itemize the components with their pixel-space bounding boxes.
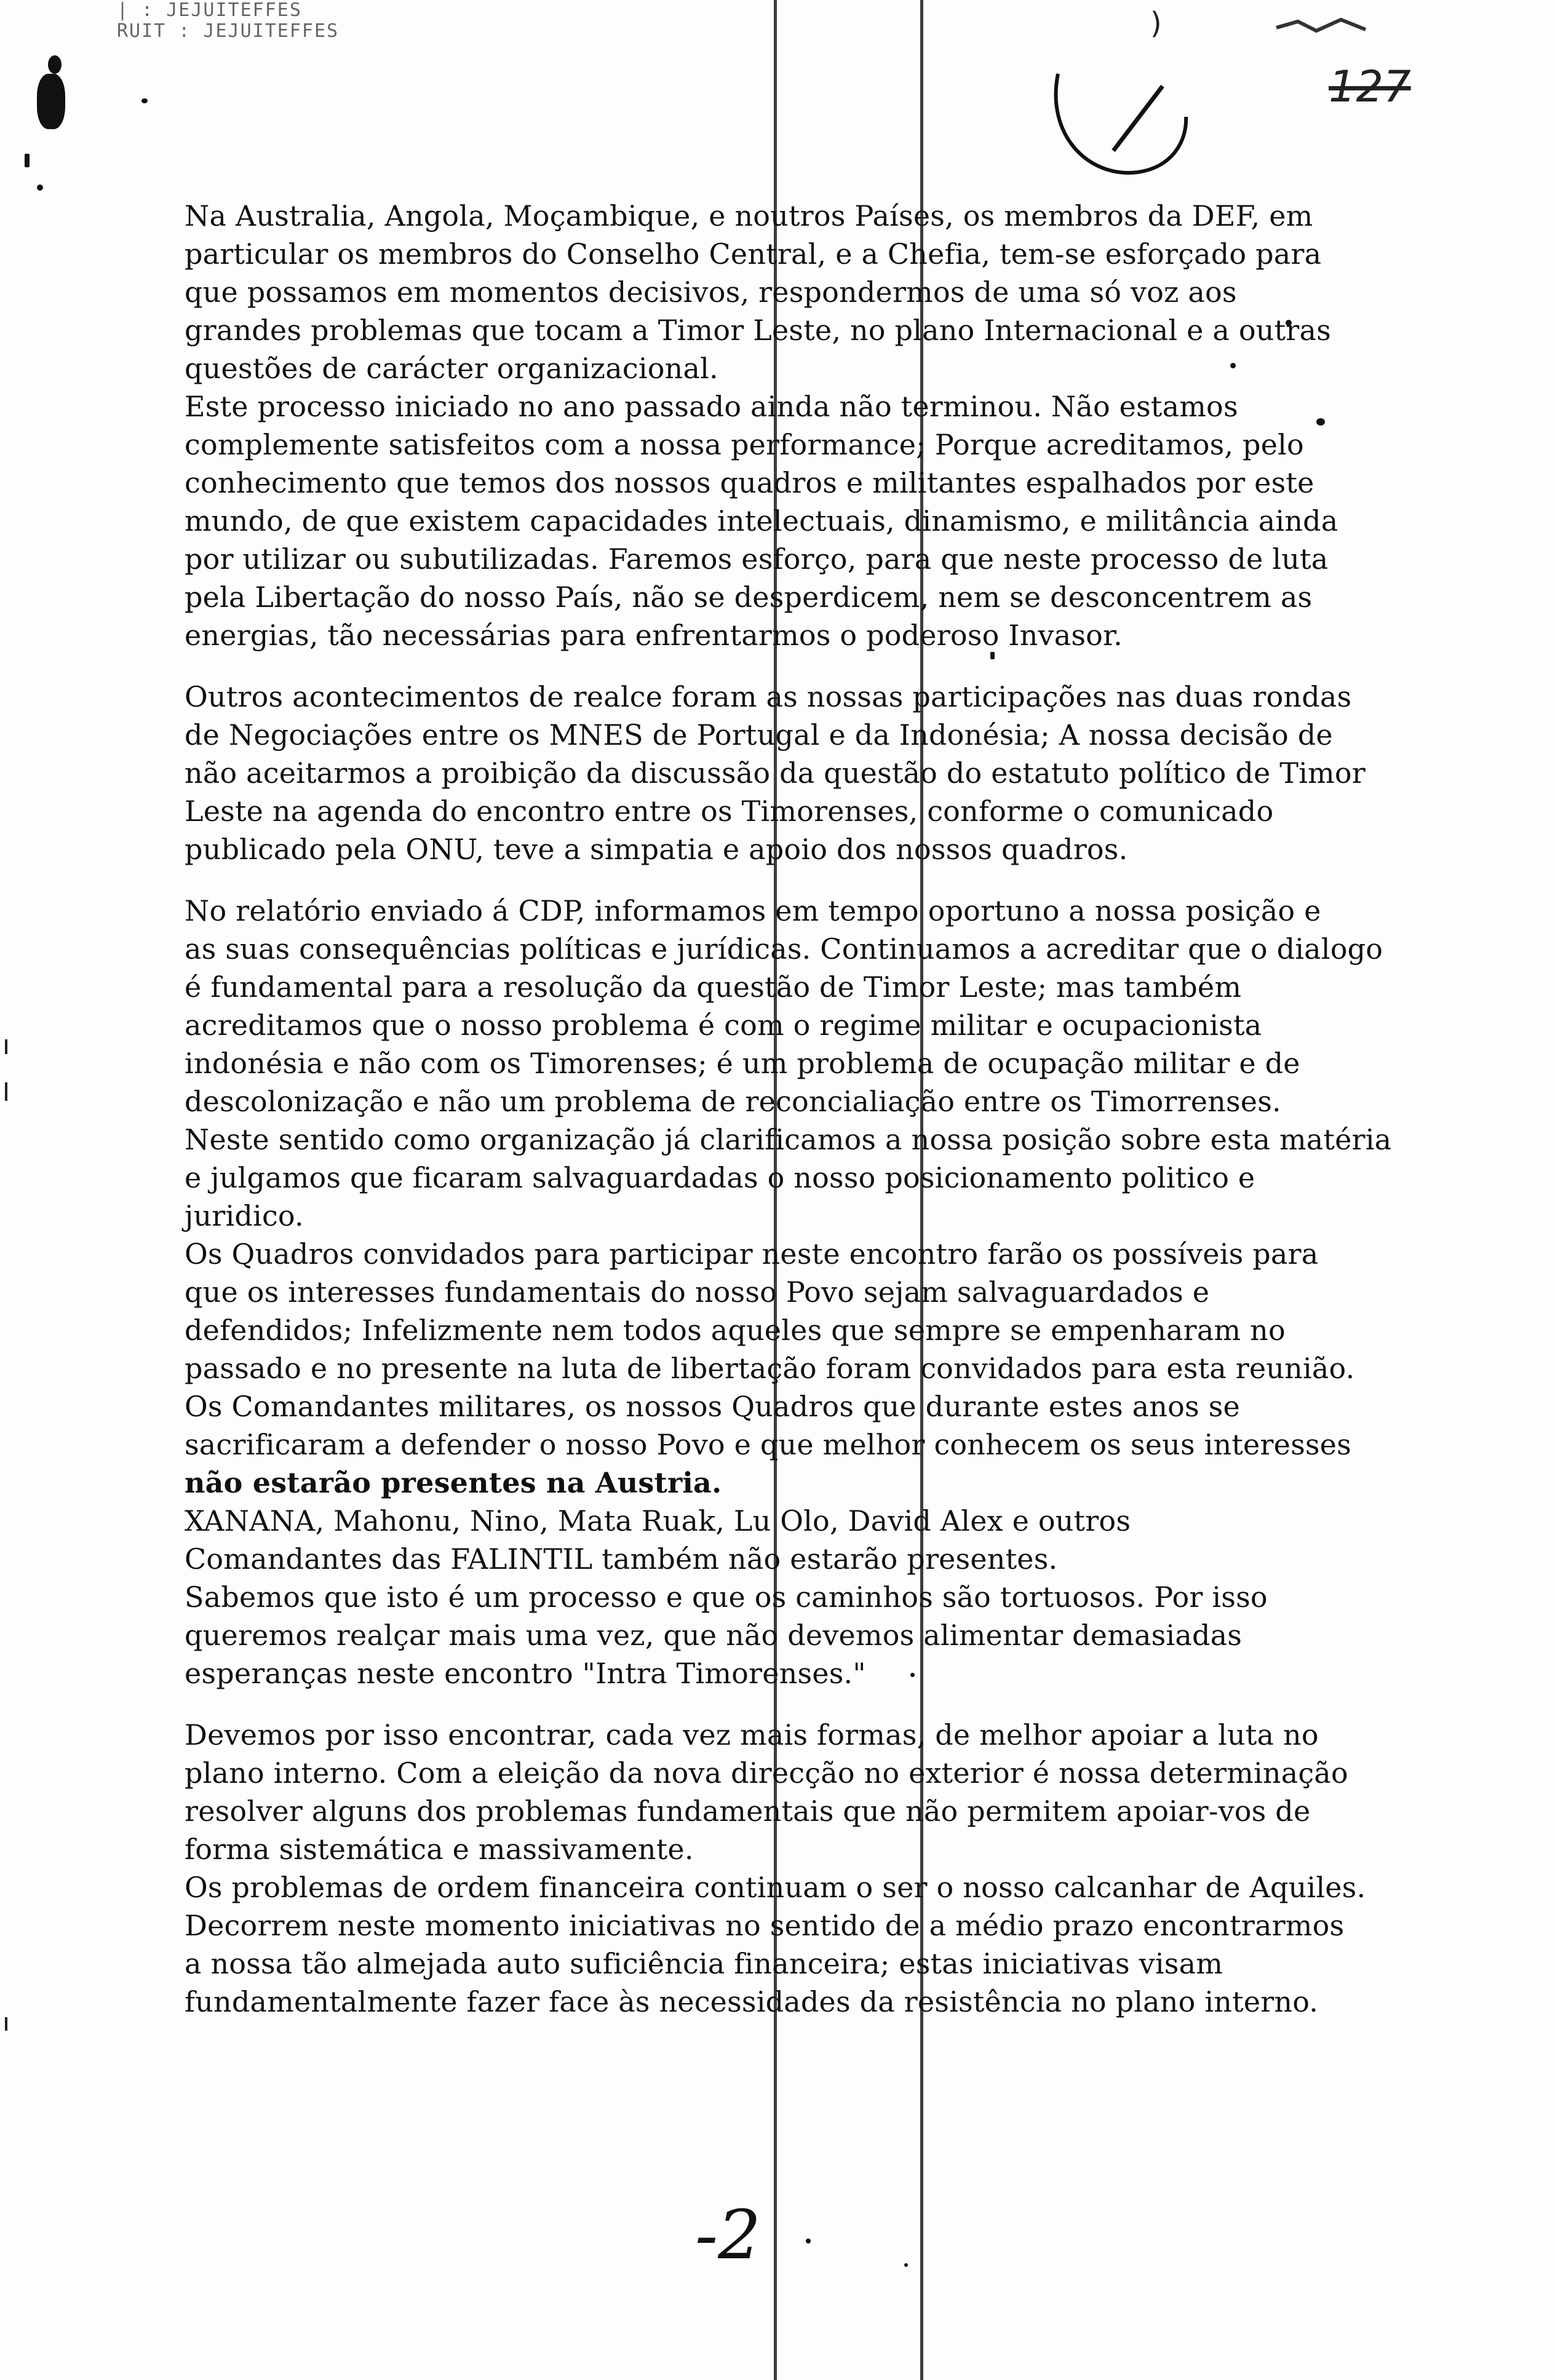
text-line: energias, tão necessárias para enfrentarmos o poderoso Invasor.: [185, 619, 1123, 652]
text-line: fundamentalmente fazer face às necessidades da resistência no plano interno.: [185, 1985, 1319, 2018]
text-line: publicado pela ONU, teve a simpatia e apoio dos nossos quadros.: [185, 833, 1128, 866]
text-line: Leste na agenda do encontro entre os Timorenses, conforme o comunicado: [185, 795, 1274, 828]
paren-mark: ): [1150, 6, 1162, 41]
text-line: descolonização e não um problema de reconcialiação entre os Timorrenses.: [185, 1085, 1281, 1118]
scan-speck: [904, 2263, 908, 2267]
header-scribble-mark: [1273, 12, 1372, 43]
text-line: Comandantes das FALINTIL também não estarão presentes.: [185, 1542, 1058, 1576]
text-line: esperanças neste encontro "Intra Timorenses.": [185, 1657, 866, 1690]
text-line: Neste sentido como organização já clarificamos a nossa posição sobre esta matéria: [185, 1123, 1392, 1156]
text-line: de Negociações entre os MNES de Portugal e da Indonésia; A nossa decisão de: [185, 718, 1333, 752]
text-line: queremos realçar mais uma vez, que não devemos alimentar demasiadas: [185, 1619, 1243, 1652]
text-line: Os problemas de ordem financeira continuam o ser o nosso calcanhar de Aquiles.: [185, 1871, 1366, 1904]
text-line: conhecimento que temos dos nossos quadros e militantes espalhados por este: [185, 466, 1314, 499]
paragraph-gap: [185, 868, 1353, 892]
text-line: juridico.: [185, 1199, 304, 1232]
paragraph-gap: [185, 654, 1353, 678]
text-line: não aceitarmos a proibição da discussão da questão do estatuto político de Timor: [185, 756, 1366, 790]
text-line: grandes problemas que tocam a Timor Leste, no plano Internacional e a outras: [185, 314, 1331, 347]
text-line: que possamos em momentos decisivos, respondermos de uma só voz aos: [185, 276, 1237, 309]
fax-header-line-2: RUIT : JEJUITEFFES: [117, 20, 340, 42]
text-line: acreditamos que o nosso problema é com o regime militar e ocupacionista: [185, 1009, 1262, 1042]
scan-speck: [141, 98, 148, 103]
margin-tick: [5, 1039, 7, 1054]
page-number: -2: [695, 2196, 762, 2274]
text-line: que os interesses fundamentais do nosso Povo sejam salvaguardados e: [185, 1275, 1210, 1309]
text-line: particular os membros do Conselho Central, e a Chefia, tem-se esforçado para: [185, 237, 1322, 271]
text-line: mundo, de que existem capacidades intelectuais, dinamismo, e militância ainda: [185, 504, 1338, 537]
letter-body: [185, 197, 1392, 2021]
text-line: Os Comandantes militares, os nossos Quadros que durante estes anos se: [185, 1390, 1240, 1423]
text-line: pela Libertação do nosso País, não se desperdicem, nem se desconcentrem as: [185, 581, 1313, 614]
text-line: Devemos por isso encontrar, cada vez mais formas, de melhor apoiar a luta no: [185, 1718, 1319, 1751]
fax-header: [117, 0, 339, 42]
text-line: questões de carácter organizacional.: [185, 352, 718, 385]
text-line: plano interno. Com a eleição da nova direcção no exterior é nossa determinação: [185, 1756, 1348, 1790]
paragraph-2: [185, 678, 1366, 868]
scan-blot: [37, 74, 65, 129]
text-line: forma sistemática e massivamente.: [185, 1833, 694, 1866]
text-line: complemente satisfeitos com a nossa performance; Porque acreditamos, pelo: [185, 428, 1304, 461]
text-line: Sabemos que isto é um processo e que os caminhos são tortuosos. Por isso: [185, 1581, 1268, 1614]
text-line: as suas consequências políticas e jurídicas. Continuamos a acreditar que o dialogo: [185, 932, 1383, 966]
text-line: Os Quadros convidados para participar neste encontro farão os possíveis para: [185, 1237, 1319, 1271]
margin-tick: [5, 2017, 7, 2031]
text-line: a nossa tão almejada auto suficiência financeira; estas iniciativas visam: [185, 1947, 1223, 1980]
text-line: defendidos; Infelizmente nem todos aqueles que sempre se empenharam no: [185, 1314, 1286, 1347]
page-reference-number: 127: [1329, 61, 1411, 112]
scan-speck: [25, 154, 30, 167]
text-line: sacrificaram a defender o nosso Povo e que melhor conhecem os seus interesses: [185, 1428, 1351, 1461]
paragraph-4: [185, 1716, 1366, 2021]
paragraph-gap: [185, 1692, 1353, 1716]
text-line: resolver alguns dos problemas fundamentais que não permitem apoiar-vos de: [185, 1795, 1311, 1828]
text-line: No relatório enviado á CDP, informamos em tempo oportuno a nossa posição e: [185, 894, 1321, 927]
paragraph-3: [185, 892, 1392, 1692]
text-line: por utilizar ou subutilizadas. Faremos esforço, para que neste processo de luta: [185, 542, 1329, 576]
paragraph-1: [185, 197, 1353, 654]
text-line: é fundamental para a resolução da questão de Timor Leste; mas também: [185, 970, 1242, 1004]
handwritten-circle-mark: [1040, 49, 1199, 184]
text-line: Outros acontecimentos de realce foram as nossas participações nas duas rondas: [185, 680, 1352, 713]
text-line: e julgamos que ficaram salvaguardadas o nosso posicionamento politico e: [185, 1161, 1255, 1194]
text-line: indonésia e não com os Timorenses; é um problema de ocupação militar e de: [185, 1047, 1300, 1080]
text-line: Decorrem neste momento iniciativas no sentido de a médio prazo encontrarmos: [185, 1909, 1345, 1942]
text-line: XANANA, Mahonu, Nino, Mata Ruak, Lu Olo, David Alex e outros: [185, 1504, 1131, 1537]
scan-blot: [48, 55, 62, 74]
fax-header-line-1: | : JEJUITEFFES: [117, 0, 302, 21]
scan-speck: [806, 2239, 811, 2243]
margin-tick: [5, 1082, 7, 1101]
text-line: não estarão presentes na Austria.: [185, 1466, 722, 1499]
text-line: passado e no presente na luta de libertação foram convidados para esta reunião.: [185, 1352, 1355, 1385]
text-line: Este processo iniciado no ano passado ainda não terminou. Não estamos: [185, 390, 1238, 423]
scan-speck: [37, 184, 43, 191]
text-line: Na Australia, Angola, Moçambique, e noutros Países, os membros da DEF, em: [185, 199, 1313, 232]
